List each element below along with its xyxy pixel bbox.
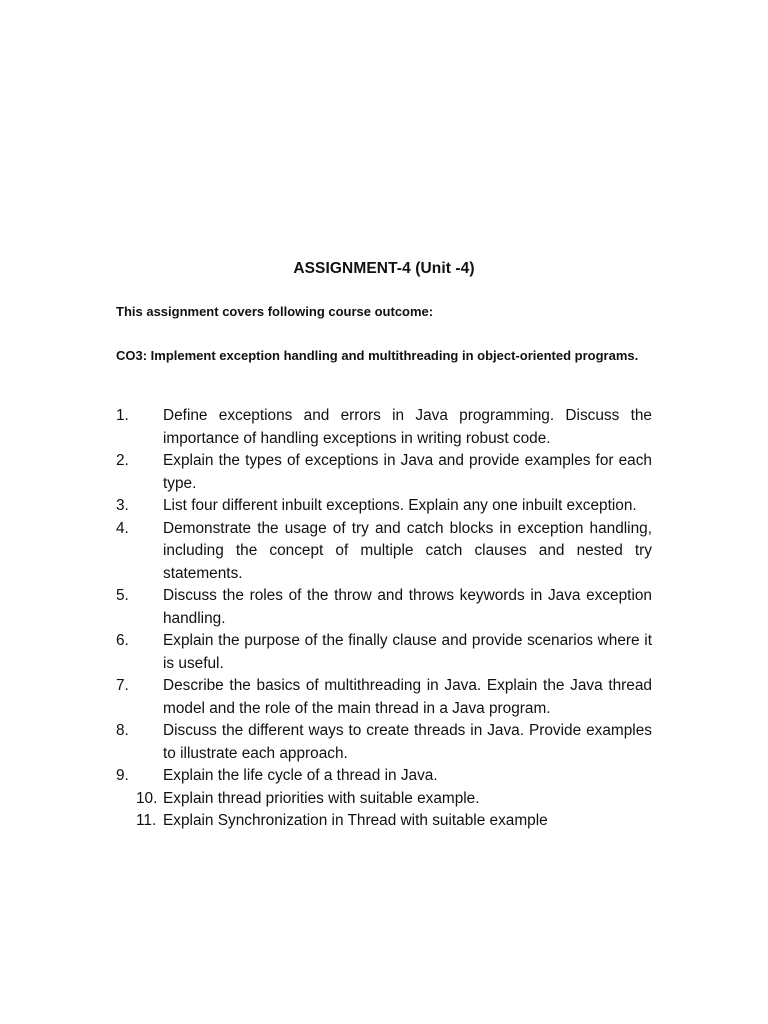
- question-number: 7.: [116, 677, 129, 694]
- question-number: 6.: [116, 632, 129, 649]
- question-number: 5.: [116, 587, 129, 604]
- intro-text: This assignment covers following course outcome:: [116, 304, 434, 319]
- question-list: [116, 405, 652, 833]
- question-item: [116, 675, 652, 720]
- course-outcome: CO3: Implement exception handling and multithreading in object-oriented programs.: [116, 348, 639, 363]
- question-text: Describe the basics of multithreading in Java. Explain the Java thread model and the role of the main thread in a Java program.: [163, 677, 652, 717]
- question-number: 11.: [136, 812, 157, 829]
- question-number: 4.: [116, 519, 129, 537]
- question-number: 3.: [116, 497, 129, 514]
- question-item: [116, 720, 652, 765]
- question-number: 10.: [136, 789, 158, 807]
- question-item: [116, 518, 652, 586]
- question-text: List four different inbuilt exceptions. Explain any one inbuilt exception.: [163, 497, 637, 514]
- question-text: Discuss the roles of the throw and throws keywords in Java exception handling.: [163, 587, 652, 627]
- question-text: Explain the life cycle of a thread in Java.: [163, 767, 438, 784]
- question-item: [116, 585, 652, 630]
- question-number: 1.: [116, 407, 129, 424]
- question-text: Explain the types of exceptions in Java and provide examples for each type.: [163, 452, 652, 492]
- question-text: Define exceptions and errors in Java programming. Discuss the importance of handling exceptions in writing robust code.: [163, 407, 652, 447]
- question-number: 8.: [116, 722, 129, 739]
- question-item: [116, 810, 652, 833]
- question-item: [116, 765, 652, 788]
- question-item: [116, 788, 652, 811]
- question-item: [116, 630, 652, 675]
- question-text: Explain Synchronization in Thread with suitable example: [163, 812, 548, 829]
- question-number: 2.: [116, 452, 129, 469]
- question-item: [116, 405, 652, 450]
- question-text: Discuss the different ways to create threads in Java. Provide examples to illustrate each approach.: [163, 722, 652, 762]
- question-item: [116, 450, 652, 495]
- assignment-title: ASSIGNMENT-4 (Unit -4): [293, 260, 475, 277]
- question-number: 9.: [116, 767, 129, 784]
- question-item: [116, 495, 652, 518]
- question-text: Demonstrate the usage of try and catch blocks in exception handling, including the concept of multiple catch clauses and nested try statements.: [163, 519, 652, 582]
- question-text: Explain the purpose of the finally clause and provide scenarios where it is useful.: [163, 632, 652, 672]
- question-text: Explain thread priorities with suitable example.: [163, 789, 480, 807]
